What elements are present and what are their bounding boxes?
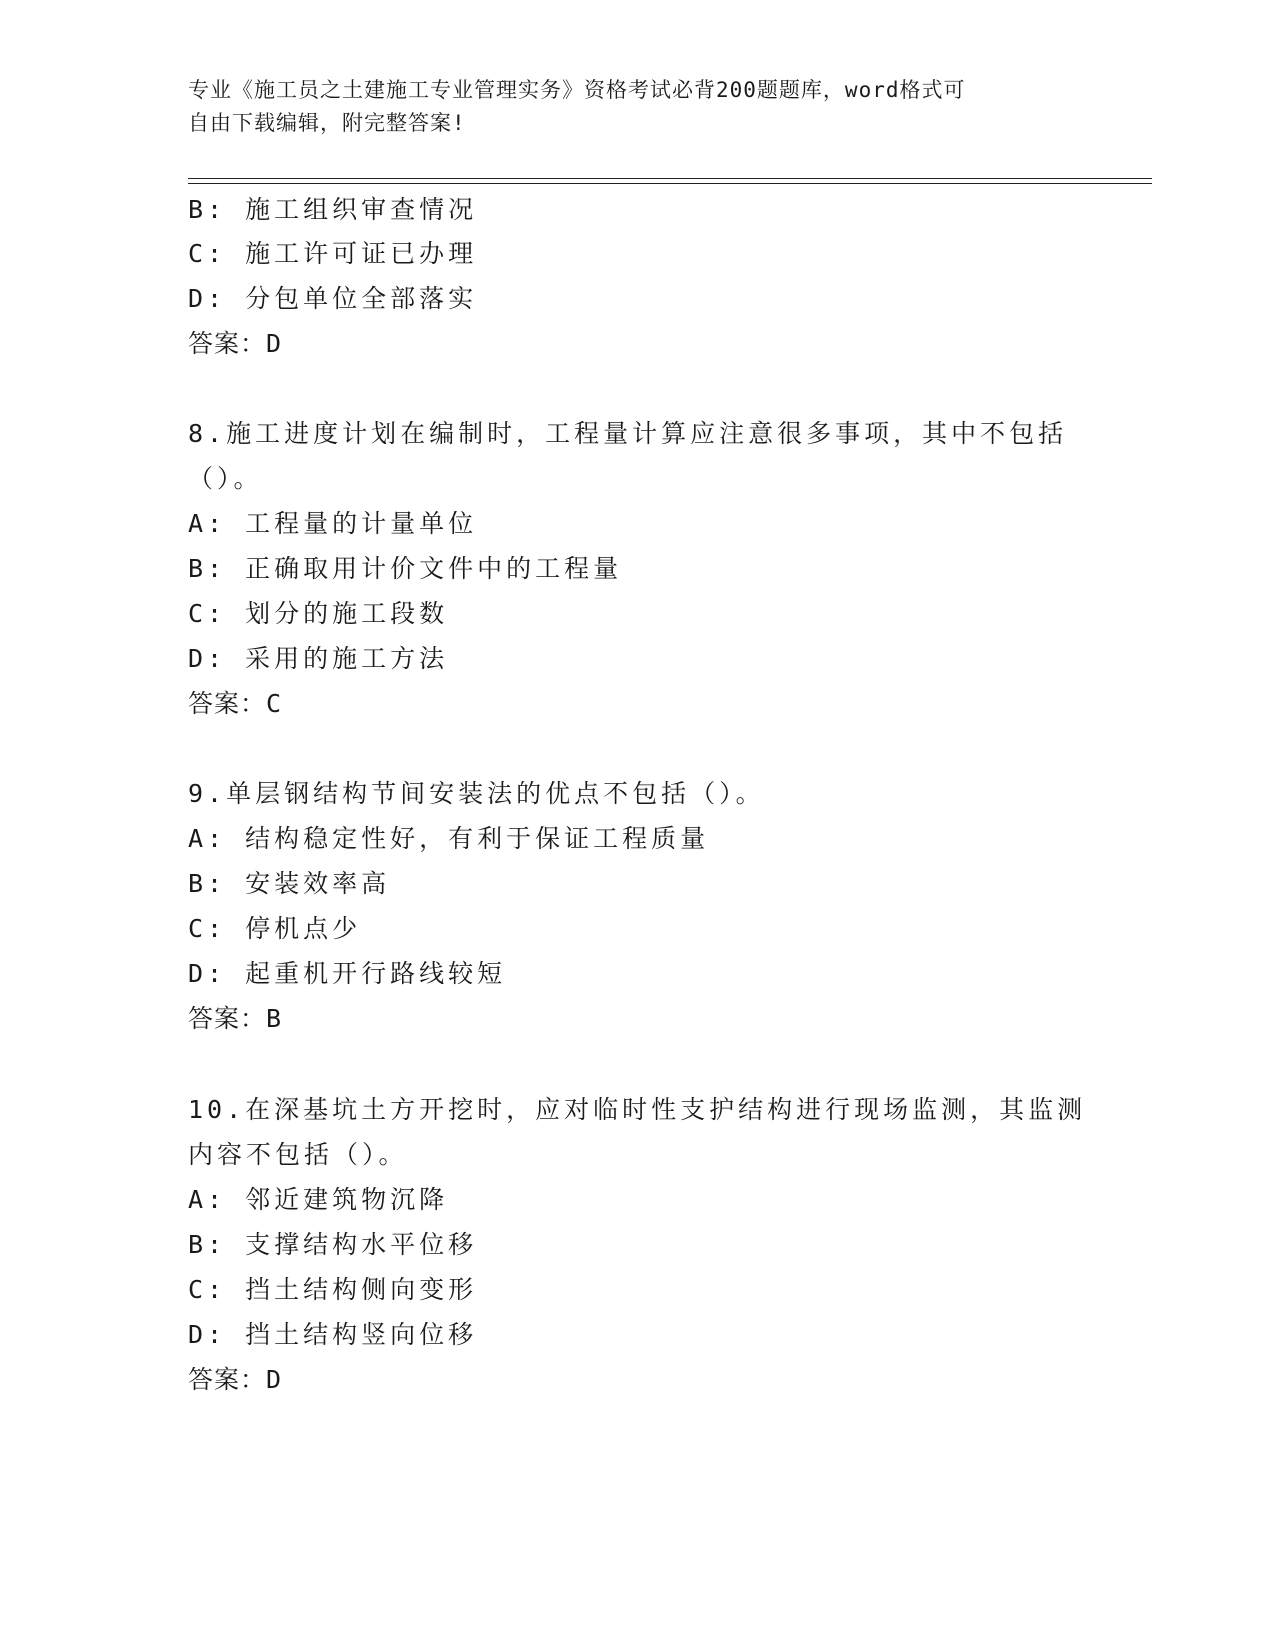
q8-stem-line-2: （）。 <box>188 464 263 493</box>
header-divider-top <box>188 178 1152 179</box>
header-line-2: 自由下载编辑，附完整答案! <box>188 111 466 135</box>
q8-option-a: A: 工程量的计量单位 <box>188 509 478 538</box>
q7-option-b: B: 施工组织审查情况 <box>188 195 478 224</box>
q10-option-d: D: 挡土结构竖向位移 <box>188 1320 478 1349</box>
q9-option-c: C: 停机点少 <box>188 914 362 943</box>
q9-option-a: A: 结构稳定性好，有利于保证工程质量 <box>188 824 710 853</box>
q10-option-c: C: 挡土结构侧向变形 <box>188 1275 478 1304</box>
q9-option-b: B: 安装效率高 <box>188 869 391 898</box>
q10-stem-line-1: 10.在深基坑土方开挖时，应对临时性支护结构进行现场监测，其监测 <box>188 1095 1087 1124</box>
q8-option-d: D: 采用的施工方法 <box>188 644 449 673</box>
q7-option-c: C: 施工许可证已办理 <box>188 239 478 268</box>
q10-answer: 答案：D <box>188 1365 283 1394</box>
q7-option-d: D: 分包单位全部落实 <box>188 284 478 313</box>
q10-option-b: B: 支撑结构水平位移 <box>188 1230 478 1259</box>
q9-option-d: D: 起重机开行路线较短 <box>188 959 507 988</box>
header-line-1: 专业《施工员之土建施工专业管理实务》资格考试必背200题题库，word格式可 <box>188 78 966 102</box>
q9-stem-line-1: 9.单层钢结构节间安装法的优点不包括（）。 <box>188 779 765 808</box>
q8-option-b: B: 正确取用计价文件中的工程量 <box>188 554 623 583</box>
document-header <box>188 74 1068 140</box>
q7-answer: 答案：D <box>188 329 283 358</box>
q10-stem-line-2: 内容不包括（）。 <box>188 1140 408 1169</box>
q9-answer: 答案：B <box>188 1004 283 1033</box>
q8-option-c: C: 划分的施工段数 <box>188 599 449 628</box>
q8-stem-line-1: 8.施工进度计划在编制时，工程量计算应注意很多事项，其中不包括 <box>188 419 1068 448</box>
q8-answer: 答案：C <box>188 689 283 718</box>
q10-option-a: A: 邻近建筑物沉降 <box>188 1185 449 1214</box>
header-divider-bottom <box>188 183 1152 184</box>
